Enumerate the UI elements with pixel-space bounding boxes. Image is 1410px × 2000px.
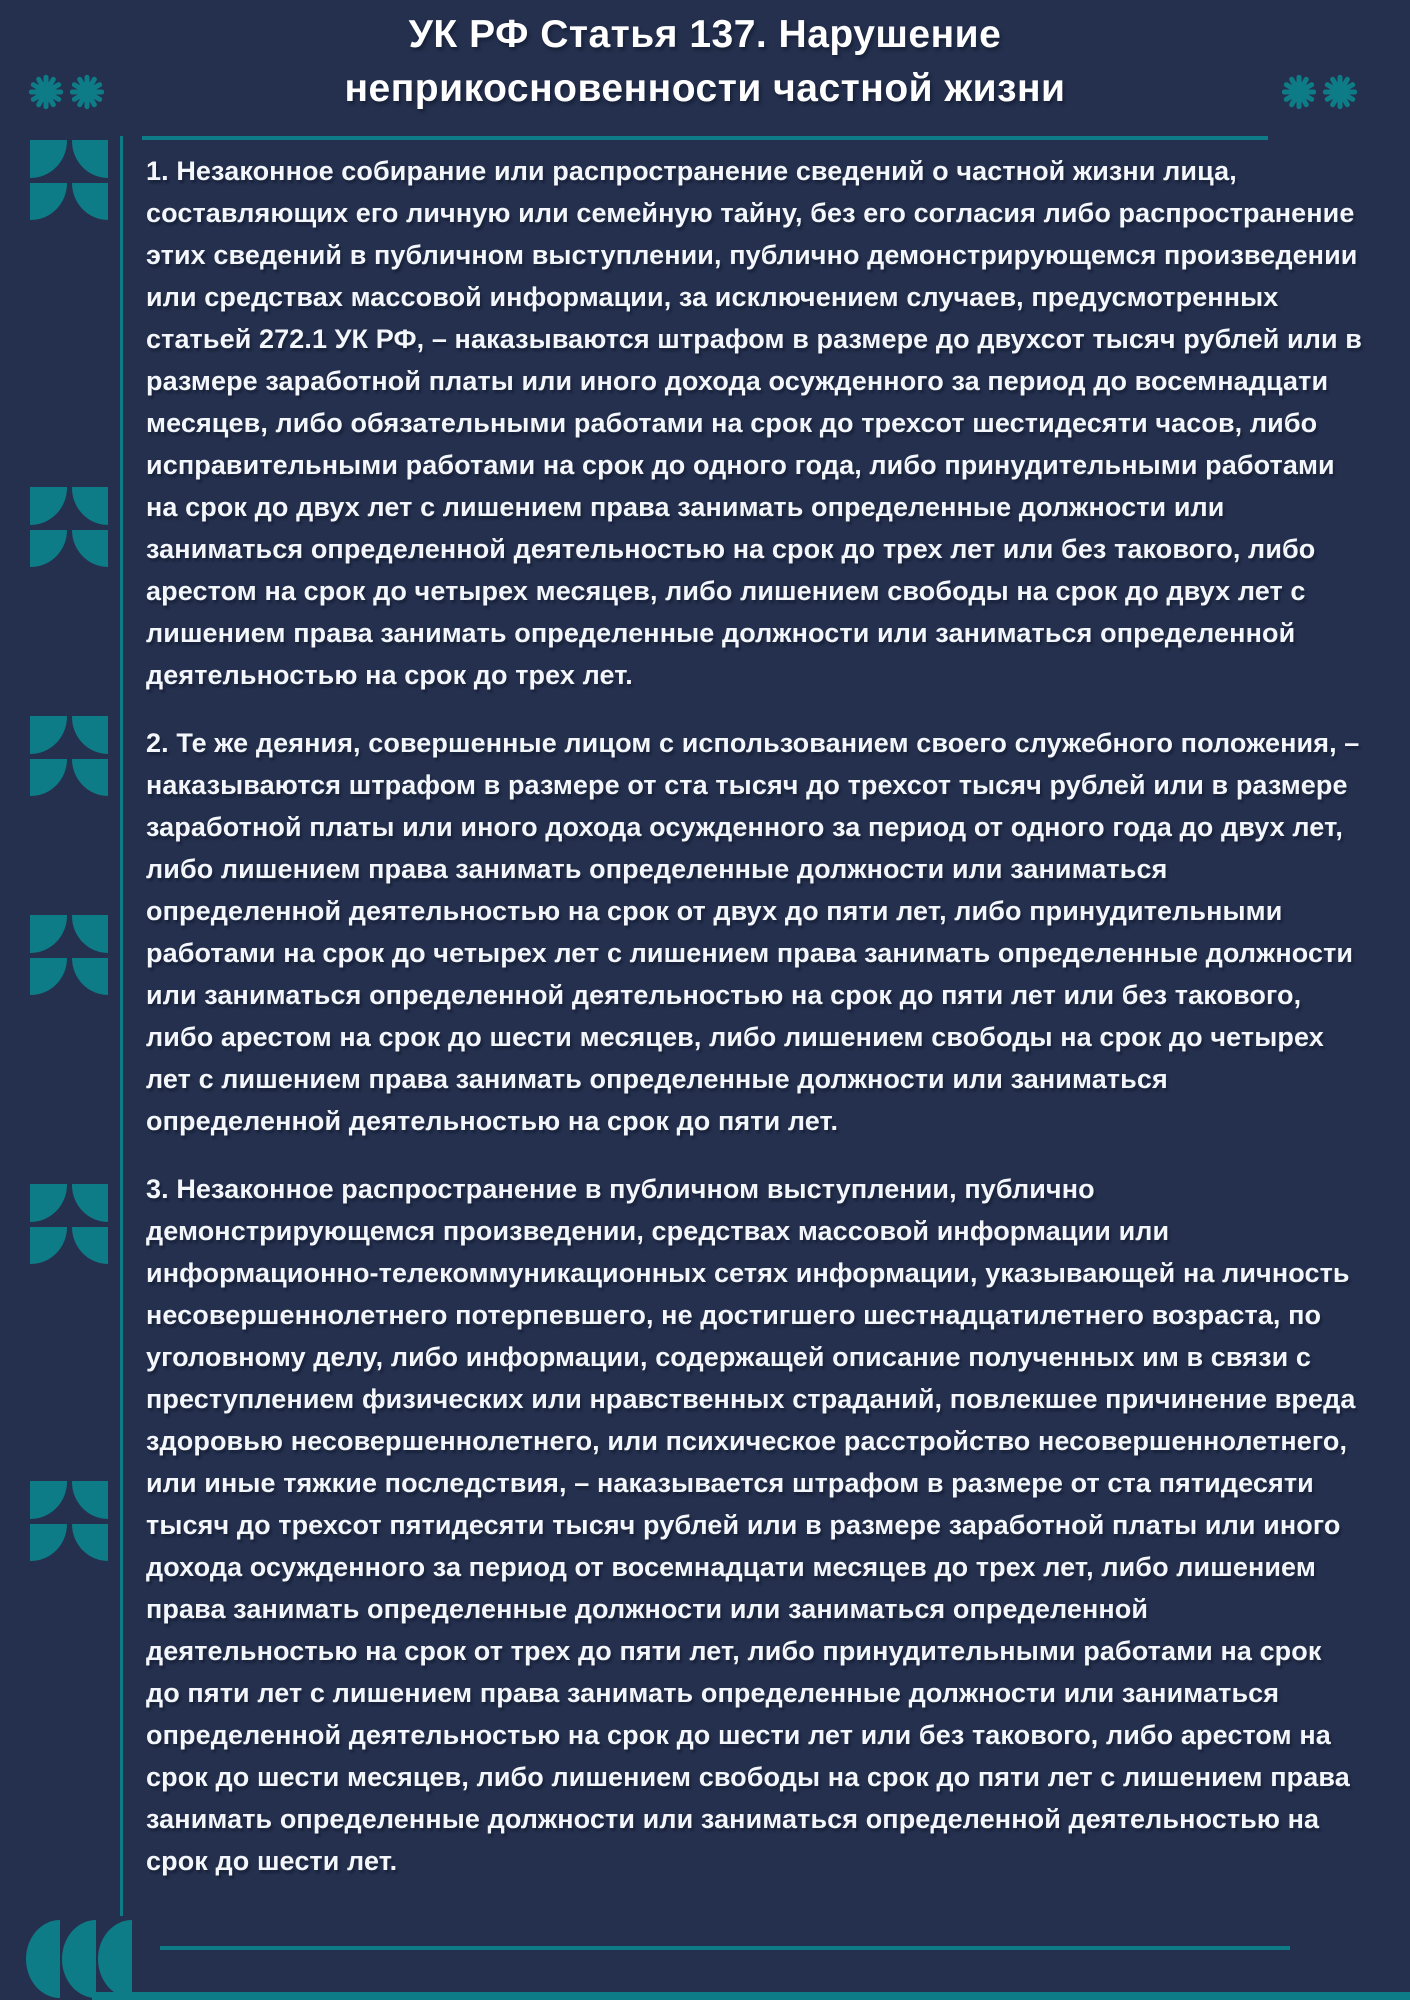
petal-shape (72, 915, 109, 953)
article-body (146, 150, 1362, 1908)
petal-shape (72, 530, 109, 568)
page-title: УК РФ Статья 137. Нарушение неприкосновенности частной жизни (344, 13, 1066, 110)
title-underline (142, 136, 1268, 140)
starburst-group-right (1281, 74, 1358, 110)
petal-shape (30, 1524, 67, 1562)
quote-icon (30, 915, 108, 995)
petal-shape (72, 1481, 109, 1519)
petal-shape (30, 140, 67, 178)
starburst-icon (1322, 74, 1358, 110)
petal-shape (30, 1227, 67, 1265)
left-vertical-rule (120, 136, 123, 1916)
petal-shape (30, 530, 67, 568)
petal-shape (30, 1184, 67, 1222)
petal-shape (30, 487, 67, 525)
quote-icon (30, 140, 108, 220)
petal-shape (72, 1524, 109, 1562)
quote-icon (30, 487, 108, 567)
bottom-edge-bar (92, 1992, 1410, 2000)
petal-shape (72, 716, 109, 754)
petal-shape (30, 958, 67, 996)
petal-shape (30, 183, 67, 221)
petal-shape (30, 1481, 67, 1519)
quote-icon (30, 1184, 108, 1264)
crescent-shape (62, 1920, 96, 1998)
quote-icon (30, 1481, 108, 1561)
header (120, 8, 1290, 116)
petal-shape (72, 487, 109, 525)
petal-shape (72, 958, 109, 996)
article-paragraph-2: 2. Те же деяния, совершенные лицом с использованием своего служебного положения, – наказываются штрафом в размере от ста тысяч до трехсот тысяч рублей или в размере заработной платы или иного дохода осужденного за период от одного года до двух лет, либо лишением права занимать определенные должности или заниматься определенной деятельностью на срок от двух до пяти лет, либо принудительными работами на срок до четырех лет с лишением права занимать определенные должности или заниматься определенной деятельностью на срок до пяти лет или без такового, либо арестом на срок до шести месяцев, либо лишением свободы на срок до четырех лет с лишением права занимать определенные должности или заниматься определенной деятельностью на срок до пяти лет. (146, 728, 1360, 1136)
petal-shape (30, 759, 67, 797)
article-paragraph-1: 1. Незаконное собирание или распространение сведений о частной жизни лица, составляющих его личную или семейную тайну, без его согласия либо распространение этих сведений в публичном выступлении, публично демонстрирующемся произведении или средствах массовой информации, за исключением случаев, предусмотренных статьей 272.1 УК РФ, – наказываются штрафом в размере до двухсот тысяч рублей или в размере заработной платы или иного дохода осужденного за период до восемнадцати месяцев, либо обязательными работами на срок до трехсот шестидесяти часов, либо исправительными работами на срок до одного года, либо принудительными работами на срок до двух лет с лишением права занимать определенные должности или заниматься определенной деятельностью на срок до трех лет или без такового, либо арестом на срок до четырех месяцев, либо лишением свободы на срок до двух лет с лишением права занимать определенные должности или заниматься определенной деятельностью на срок до трех лет. (146, 156, 1362, 690)
petal-shape (30, 716, 67, 754)
starburst-icon (28, 74, 64, 110)
petal-shape (72, 140, 109, 178)
crescent-shape (98, 1920, 132, 1998)
quote-icon (30, 716, 108, 796)
petal-shape (72, 183, 109, 221)
article-paragraph-3: 3. Незаконное распространение в публичном выступлении, публично демонстрирующемся произведении, средствах массовой информации или информационно-телекоммуникационных сетях информации, указывающей на личность несовершеннолетнего потерпевшего, не достигшего шестнадцатилетнего возраста, по уголовному делу, либо информации, содержащей описание полученных им в связи с преступлением физических или нравственных страданий, повлекшее причинение вреда здоровью несовершеннолетнего, или психическое расстройство несовершеннолетнего, или иные тяжкие последствия, – наказывается штрафом в размере от ста пятидесяти тысяч до трехсот пятидесяти тысяч рублей или в размере заработной платы или иного дохода осужденного за период от восемнадцати месяцев до трех лет, либо лишением права занимать определенные должности или заниматься определенной деятельностью на срок от трех до пяти лет, либо принудительными работами на срок до пяти лет с лишением права занимать определенные должности или заниматься определенной деятельностью на срок до шести лет или без такового, либо арестом на срок до шести месяцев, либо лишением свободы на срок до пяти лет с лишением права занимать определенные должности или заниматься определенной деятельностью на срок до шести лет. (146, 1174, 1356, 1876)
crescent-icon (26, 1920, 132, 1998)
footer-rule (160, 1946, 1290, 1950)
crescent-shape (26, 1920, 60, 1998)
starburst-group-left (28, 74, 105, 110)
petal-shape (72, 1227, 109, 1265)
starburst-icon (69, 74, 105, 110)
petal-shape (30, 915, 67, 953)
petal-shape (72, 1184, 109, 1222)
petal-shape (72, 759, 109, 797)
